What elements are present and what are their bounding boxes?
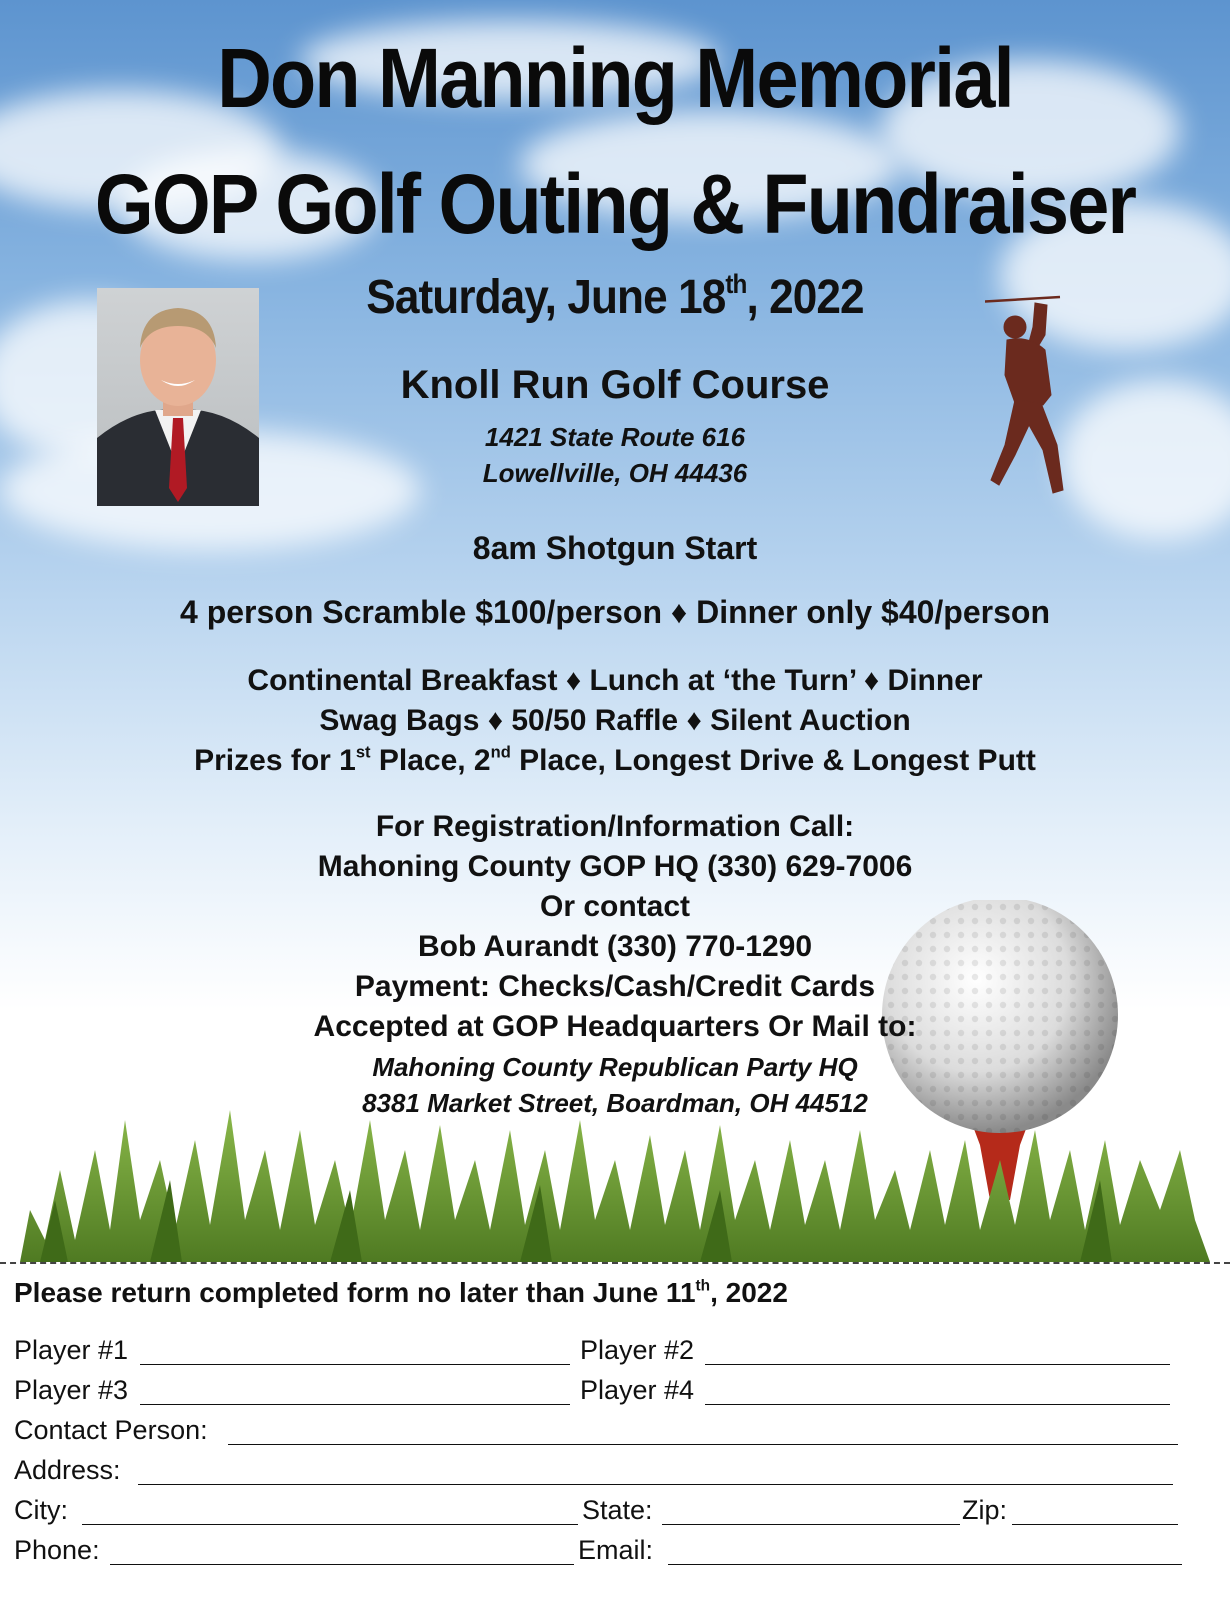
- player-1-field[interactable]: [140, 1364, 570, 1365]
- phone-label: Phone:: [14, 1535, 100, 1565]
- amenities-line-2: Swag Bags ♦ 50/50 Raffle ♦ Silent Auction: [319, 704, 911, 737]
- player-1-label: Player #1: [14, 1335, 129, 1365]
- email-field[interactable]: [668, 1564, 1182, 1565]
- city-label: City:: [14, 1495, 68, 1525]
- portrait-photo: [97, 288, 259, 506]
- player-2-label: Player #2: [580, 1335, 695, 1365]
- event-date: Saturday, June 18th, 2022: [366, 269, 864, 324]
- phone-field[interactable]: [110, 1564, 574, 1565]
- state-label: State:: [582, 1495, 653, 1525]
- title-line-1: Don Manning Memorial: [217, 31, 1013, 125]
- venue-address-line-1: 1421 State Route 616: [484, 422, 746, 452]
- mail-address-line-1: Mahoning County Republican Party HQ: [372, 1052, 858, 1082]
- prizes: Prizes for 1st Place, 2nd Place, Longest Drive & Longest Putt: [194, 743, 1036, 777]
- email-label: Email:: [578, 1535, 654, 1565]
- mail-address-line-2: 8381 Market Street, Boardman, OH 44512: [362, 1088, 868, 1118]
- payment-line-2: Accepted at GOP Headquarters Or Mail to:: [313, 1010, 917, 1043]
- contact-hq: Mahoning County GOP HQ (330) 629-7006: [317, 850, 913, 883]
- amenities-line-1: Continental Breakfast ♦ Lunch at ‘the Turn’ ♦ Dinner: [247, 664, 983, 697]
- golfer-silhouette-icon: [985, 295, 1095, 500]
- contact-person-label: Contact Person:: [14, 1415, 208, 1445]
- venue-name: Knoll Run Golf Course: [400, 363, 830, 407]
- contact-or: Or contact: [539, 890, 691, 923]
- player-4-label: Player #4: [580, 1375, 695, 1405]
- venue-address-line-2: Lowellville, OH 44436: [482, 458, 748, 488]
- player-3-label: Player #3: [14, 1375, 129, 1405]
- address-label: Address:: [14, 1455, 121, 1485]
- return-deadline: Please return completed form no later than June 11th, 2022: [14, 1277, 788, 1308]
- payment-line-1: Payment: Checks/Cash/Credit Cards: [354, 970, 876, 1003]
- player-2-field[interactable]: [705, 1364, 1170, 1365]
- contact-person: Bob Aurandt (330) 770-1290: [417, 930, 812, 963]
- zip-field[interactable]: [1012, 1524, 1178, 1525]
- grass-illustration: [0, 1090, 1230, 1262]
- state-field[interactable]: [662, 1524, 960, 1525]
- player-3-field[interactable]: [140, 1404, 570, 1405]
- title-line-2: GOP Golf Outing & Fundraiser: [94, 157, 1136, 251]
- address-field[interactable]: [138, 1484, 1173, 1485]
- contact-person-field[interactable]: [228, 1444, 1178, 1445]
- cut-line: [0, 1262, 1230, 1264]
- zip-label: Zip:: [962, 1495, 1008, 1525]
- player-4-field[interactable]: [705, 1404, 1170, 1405]
- start-time: 8am Shotgun Start: [472, 530, 758, 566]
- city-field[interactable]: [82, 1524, 578, 1525]
- contact-heading: For Registration/Information Call:: [375, 810, 855, 843]
- pricing: 4 person Scramble $100/person ♦ Dinner only $40/person: [180, 594, 1050, 630]
